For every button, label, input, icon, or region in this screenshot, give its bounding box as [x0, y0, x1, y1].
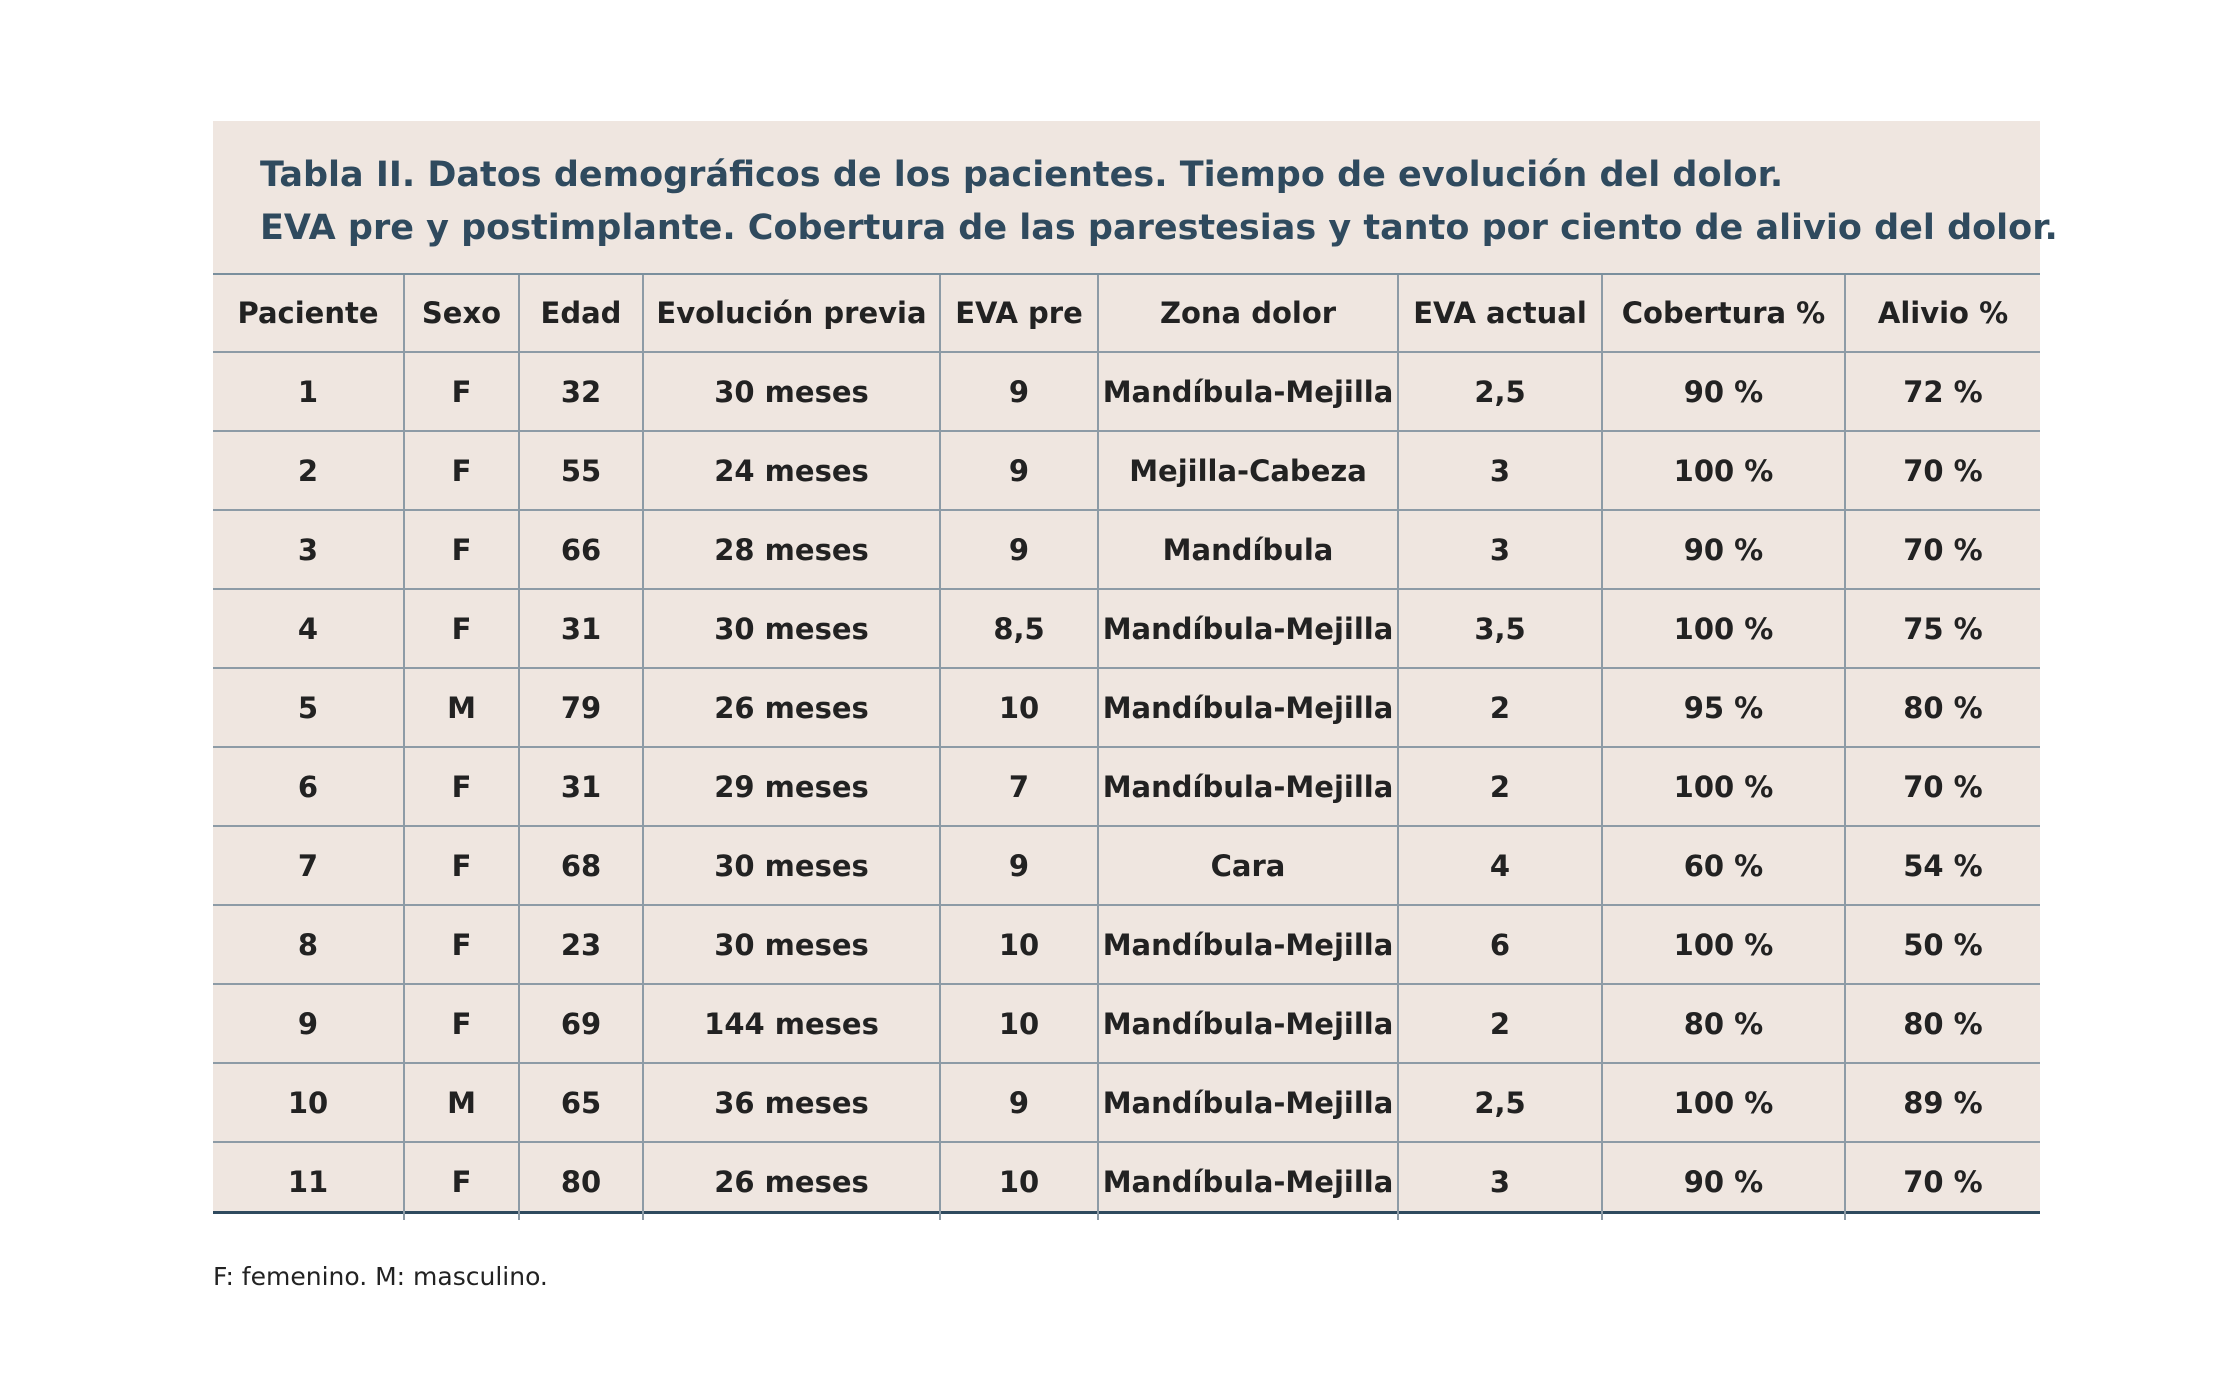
cell-eva-actual: 2 — [1398, 984, 1602, 1063]
cell-paciente: 8 — [213, 905, 404, 984]
cell-eva-pre: 10 — [940, 984, 1098, 1063]
cell-zona-dolor: Mandíbula-Mejilla — [1098, 589, 1398, 668]
cell-sexo: F — [404, 510, 519, 589]
cell-alivio: 70 % — [1845, 510, 2040, 589]
cell-eva-pre: 9 — [940, 352, 1098, 431]
cell-paciente: 4 — [213, 589, 404, 668]
cell-zona-dolor: Mandíbula-Mejilla — [1098, 1142, 1398, 1220]
cell-paciente: 3 — [213, 510, 404, 589]
cell-zona-dolor: Mejilla-Cabeza — [1098, 431, 1398, 510]
cell-eva-actual: 2 — [1398, 747, 1602, 826]
cell-sexo: F — [404, 589, 519, 668]
cell-cobertura: 100 % — [1602, 589, 1845, 668]
cell-zona-dolor: Mandíbula-Mejilla — [1098, 905, 1398, 984]
cell-edad: 55 — [519, 431, 643, 510]
cell-zona-dolor: Mandíbula-Mejilla — [1098, 352, 1398, 431]
cell-sexo: M — [404, 1063, 519, 1142]
column-header-paciente: Paciente — [213, 275, 404, 352]
cell-paciente: 5 — [213, 668, 404, 747]
cell-zona-dolor: Mandíbula-Mejilla — [1098, 1063, 1398, 1142]
cell-sexo: F — [404, 826, 519, 905]
cell-zona-dolor: Mandíbula — [1098, 510, 1398, 589]
cell-eva-actual: 3 — [1398, 510, 1602, 589]
demographics-table-panel — [213, 121, 2058, 1214]
cell-eva-pre: 10 — [940, 905, 1098, 984]
cell-sexo: M — [404, 668, 519, 747]
cell-edad: 23 — [519, 905, 643, 984]
table-row — [213, 1142, 2040, 1220]
cell-cobertura: 95 % — [1602, 668, 1845, 747]
cell-edad: 31 — [519, 747, 643, 826]
table-header-row — [213, 275, 2040, 352]
cell-edad: 65 — [519, 1063, 643, 1142]
cell-eva-actual: 2 — [1398, 668, 1602, 747]
table-caption-line-1: Tabla II. Datos demográficos de los pacientes. Tiempo de evolución del dolor. — [260, 155, 1784, 195]
cell-eva-pre: 9 — [940, 431, 1098, 510]
table-row — [213, 431, 2040, 510]
cell-evolucion-previa: 36 meses — [643, 1063, 940, 1142]
cell-eva-pre: 9 — [940, 826, 1098, 905]
cell-eva-pre: 7 — [940, 747, 1098, 826]
cell-cobertura: 90 % — [1602, 510, 1845, 589]
cell-edad: 69 — [519, 984, 643, 1063]
cell-alivio: 72 % — [1845, 352, 2040, 431]
column-header-cobertura: Cobertura % — [1602, 275, 1845, 352]
table-row — [213, 589, 2040, 668]
cell-sexo: F — [404, 747, 519, 826]
cell-eva-actual: 2,5 — [1398, 1063, 1602, 1142]
cell-alivio: 75 % — [1845, 589, 2040, 668]
cell-paciente: 2 — [213, 431, 404, 510]
cell-alivio: 89 % — [1845, 1063, 2040, 1142]
cell-paciente: 7 — [213, 826, 404, 905]
table-row — [213, 1063, 2040, 1142]
cell-eva-actual: 3 — [1398, 431, 1602, 510]
cell-alivio: 80 % — [1845, 984, 2040, 1063]
column-header-evolucion-previa: Evolución previa — [643, 275, 940, 352]
cell-paciente: 10 — [213, 1063, 404, 1142]
cell-eva-pre: 10 — [940, 1142, 1098, 1220]
column-header-edad: Edad — [519, 275, 643, 352]
cell-evolucion-previa: 30 meses — [643, 905, 940, 984]
table-caption-line-2: EVA pre y postimplante. Cobertura de las parestesias y tanto por ciento de alivio del dolor. — [260, 208, 2058, 248]
cell-evolucion-previa: 26 meses — [643, 1142, 940, 1220]
cell-zona-dolor: Mandíbula-Mejilla — [1098, 747, 1398, 826]
patient-data-table — [213, 275, 2040, 1220]
cell-paciente: 11 — [213, 1142, 404, 1220]
cell-eva-actual: 4 — [1398, 826, 1602, 905]
cell-cobertura: 90 % — [1602, 1142, 1845, 1220]
table-row — [213, 905, 2040, 984]
cell-edad: 68 — [519, 826, 643, 905]
cell-eva-actual: 3 — [1398, 1142, 1602, 1220]
cell-alivio: 70 % — [1845, 747, 2040, 826]
cell-edad: 31 — [519, 589, 643, 668]
cell-eva-pre: 9 — [940, 1063, 1098, 1142]
cell-alivio: 54 % — [1845, 826, 2040, 905]
cell-zona-dolor: Cara — [1098, 826, 1398, 905]
table-body — [213, 352, 2040, 1220]
cell-zona-dolor: Mandíbula-Mejilla — [1098, 668, 1398, 747]
cell-eva-actual: 3,5 — [1398, 589, 1602, 668]
table-row — [213, 352, 2040, 431]
cell-cobertura: 100 % — [1602, 1063, 1845, 1142]
cell-alivio: 50 % — [1845, 905, 2040, 984]
cell-eva-pre: 10 — [940, 668, 1098, 747]
cell-eva-pre: 9 — [940, 510, 1098, 589]
cell-edad: 66 — [519, 510, 643, 589]
cell-evolucion-previa: 24 meses — [643, 431, 940, 510]
cell-alivio: 80 % — [1845, 668, 2040, 747]
cell-sexo: F — [404, 905, 519, 984]
cell-eva-pre: 8,5 — [940, 589, 1098, 668]
cell-evolucion-previa: 30 meses — [643, 352, 940, 431]
cell-cobertura: 90 % — [1602, 352, 1845, 431]
cell-alivio: 70 % — [1903, 1164, 1983, 1199]
cell-cobertura: 60 % — [1602, 826, 1845, 905]
cell-evolucion-previa: 28 meses — [643, 510, 940, 589]
cell-paciente: 1 — [213, 352, 404, 431]
table-caption — [213, 121, 2058, 275]
cell-sexo: F — [404, 1142, 519, 1220]
cell-alivio: 70 % — [1845, 431, 2040, 510]
table-row — [213, 668, 2040, 747]
cell-evolucion-previa: 26 meses — [643, 668, 940, 747]
table-row — [213, 747, 2040, 826]
table-footnote: F: femenino. M: masculino. — [213, 1262, 548, 1291]
column-header-zona-dolor: Zona dolor — [1098, 275, 1398, 352]
cell-paciente: 6 — [213, 747, 404, 826]
cell-edad: 80 — [519, 1142, 643, 1220]
cell-evolucion-previa: 30 meses — [643, 589, 940, 668]
cell-eva-actual: 2,5 — [1398, 352, 1602, 431]
cell-sexo: F — [404, 352, 519, 431]
cell-evolucion-previa: 29 meses — [643, 747, 940, 826]
cell-edad: 32 — [519, 352, 643, 431]
table-row — [213, 510, 2040, 589]
cell-cobertura: 80 % — [1602, 984, 1845, 1063]
table-row — [213, 826, 2040, 905]
column-header-alivio: Alivio % — [1845, 275, 2040, 352]
cell-cobertura: 100 % — [1602, 431, 1845, 510]
cell-sexo: F — [404, 984, 519, 1063]
column-header-sexo: Sexo — [404, 275, 519, 352]
column-header-eva-pre: EVA pre — [940, 275, 1098, 352]
cell-eva-actual: 6 — [1398, 905, 1602, 984]
cell-cobertura: 100 % — [1602, 905, 1845, 984]
cell-edad: 79 — [519, 668, 643, 747]
cell-evolucion-previa: 144 meses — [643, 984, 940, 1063]
cell-zona-dolor: Mandíbula-Mejilla — [1098, 984, 1398, 1063]
table-row — [213, 984, 2040, 1063]
column-header-eva-actual: EVA actual — [1398, 275, 1602, 352]
cell-paciente: 9 — [213, 984, 404, 1063]
cell-sexo: F — [404, 431, 519, 510]
cell-evolucion-previa: 30 meses — [643, 826, 940, 905]
cell-cobertura: 100 % — [1602, 747, 1845, 826]
